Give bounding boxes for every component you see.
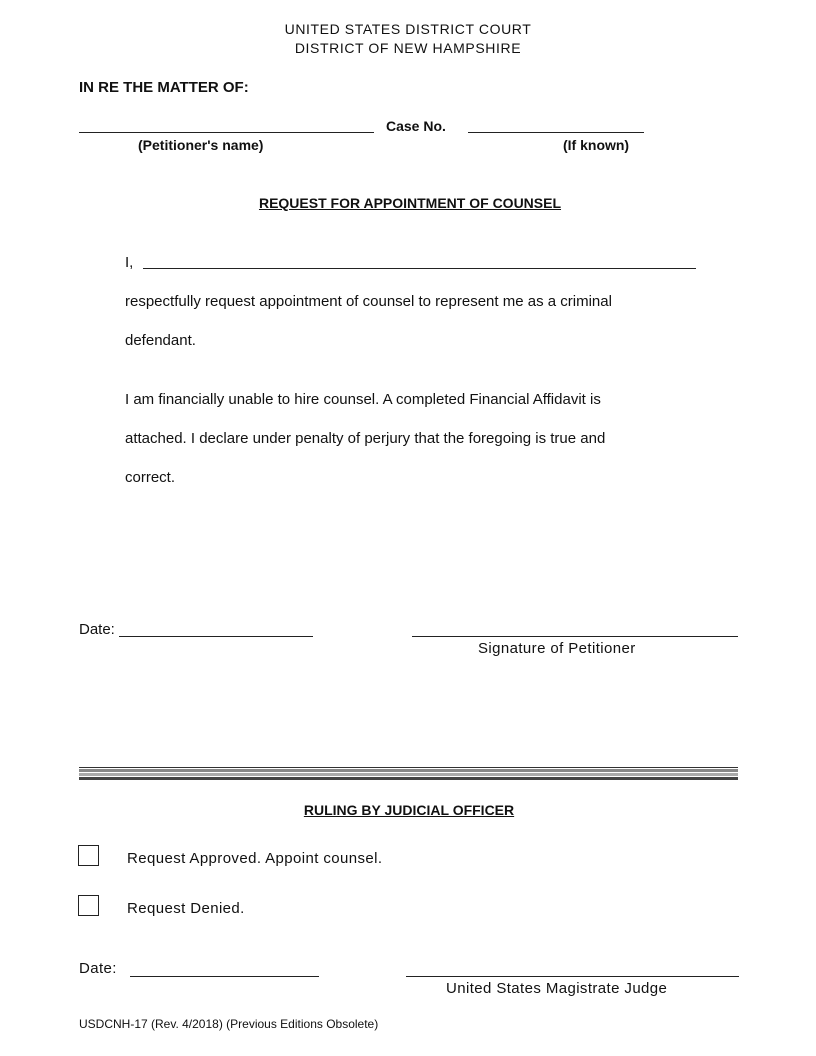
i-prefix: I,	[125, 254, 134, 271]
case-no-field[interactable]	[468, 132, 644, 133]
declaration-text-line2: attached. I declare under penalty of perjury that the foregoing is true and	[125, 430, 606, 447]
court-name: UNITED STATES DISTRICT COURT	[284, 21, 532, 37]
signature-of-petitioner-label: Signature of Petitioner	[478, 640, 636, 657]
request-text-line1: respectfully request appointment of counsel to represent me as a criminal	[125, 293, 612, 310]
petitioner-name-label: (Petitioner's name)	[138, 137, 264, 153]
declaration-text-line3: correct.	[125, 469, 176, 486]
request-text-line2: defendant.	[125, 332, 196, 349]
ruling-date-label: Date:	[79, 960, 117, 977]
ruling-date-field[interactable]	[130, 976, 319, 977]
approved-label: Request Approved. Appoint counsel.	[127, 850, 383, 867]
court-district: DISTRICT OF NEW HAMPSHIRE	[294, 40, 522, 56]
request-title: REQUEST FOR APPOINTMENT OF COUNSEL	[258, 195, 562, 211]
approved-checkbox[interactable]	[78, 845, 99, 866]
petitioner-signature-field[interactable]	[412, 636, 738, 637]
ruling-title: RULING BY JUDICIAL OFFICER	[303, 802, 515, 818]
case-no-label: Case No.	[386, 118, 446, 134]
denied-checkbox[interactable]	[78, 895, 99, 916]
declaration-text-line1: I am financially unable to hire counsel. A completed Financial Affidavit is	[125, 391, 601, 408]
if-known-label: (If known)	[563, 137, 630, 153]
form-identifier: USDCNH-17 (Rev. 4/2018) (Previous Editions Obsolete)	[79, 1017, 379, 1031]
petitioner-date-label: Date:	[79, 621, 115, 638]
denied-label: Request Denied.	[127, 900, 245, 917]
declarant-name-field[interactable]	[143, 268, 696, 269]
judge-signature-field[interactable]	[406, 976, 739, 977]
petitioner-name-field[interactable]	[79, 132, 374, 133]
petitioner-date-field[interactable]	[119, 636, 313, 637]
magistrate-judge-label: United States Magistrate Judge	[446, 980, 668, 997]
matter-heading: IN RE THE MATTER OF:	[79, 79, 249, 96]
